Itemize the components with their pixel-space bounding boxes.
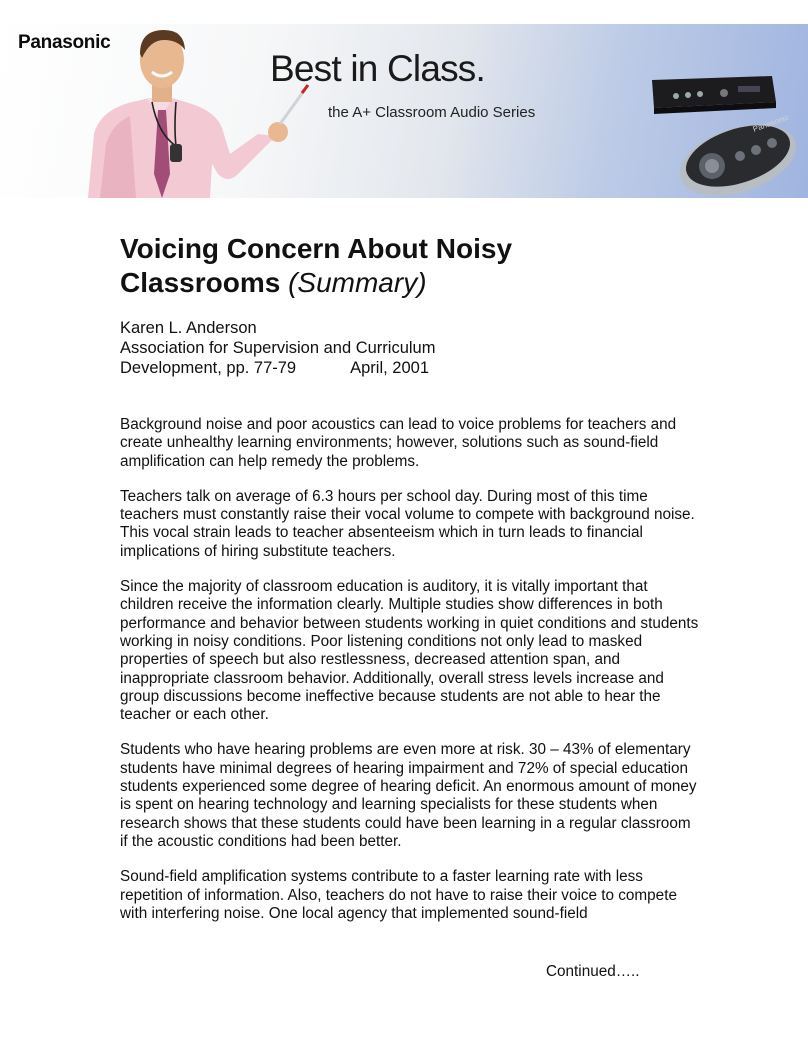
- header-banner: [0, 24, 808, 198]
- wireless-mic-device: [676, 110, 806, 198]
- publication-date: April, 2001: [350, 359, 430, 377]
- paragraph: Teachers talk on average of 6.3 hours per school day. During most of this time teachers must constantly raise their vocal volume to compete with background noise. This vocal strain leads to teacher absenteeism which in turn leads to financial implications of hiring substitute teachers.: [120, 487, 695, 560]
- remote-brand-text: Panasonic: [751, 112, 790, 134]
- author-name: Karen L. Anderson: [120, 319, 257, 337]
- article-citation: [120, 318, 680, 378]
- paragraph: Since the majority of classroom education is auditory, it is vitally important that children receive the information clearly. Multiple studies show differences in both performance and behavior between students working in quiet conditions and students working in noisy conditions. Poor listening conditions not only lead to masked properties of speech but also restlessness, decreased attention span, and inappropriate classroom behavior. Additionally, overall stress levels increase and group discussions become ineffective because students are not able to hear the teacher or each other.: [120, 578, 699, 724]
- continued-note: Continued…..: [546, 963, 640, 980]
- banner-subheadline: the A+ Classroom Audio Series: [328, 104, 536, 121]
- article-title-suffix: (Summary): [288, 267, 427, 298]
- source-line-1: Association for Supervision and Curriculum: [120, 339, 436, 357]
- paragraph: Sound-field amplification systems contribute to a faster learning rate with less repetition of information. Also, teachers do not have to raise their voice to compete with interfering noise. One local agency that implemented sound-field: [120, 868, 677, 922]
- source-line-2: Development, pp. 77-79: [120, 359, 297, 377]
- article-body: [120, 416, 700, 940]
- brand-logo: Panasonic: [18, 32, 111, 53]
- banner-headline: Best in Class.: [270, 48, 485, 89]
- article-title: [120, 232, 680, 300]
- paragraph: Background noise and poor acoustics can lead to voice problems for teachers and create unhealthy learning environments; however, solutions such as sound-field amplification can help remedy the problems.: [120, 416, 677, 470]
- article-title-main: Voicing Concern About Noisy Classrooms: [120, 233, 513, 298]
- paragraph: Students who have hearing problems are even more at risk. 30 – 43% of elementary students have minimal degrees of hearing impairment and 72% of special education students experienced some degree of hearing deficit. An enormous amount of money is spent on hearing technology and learning specialists for these students when research shows that these students could have been learning in a regular classroom if the acoustic conditions had been better.: [120, 741, 697, 850]
